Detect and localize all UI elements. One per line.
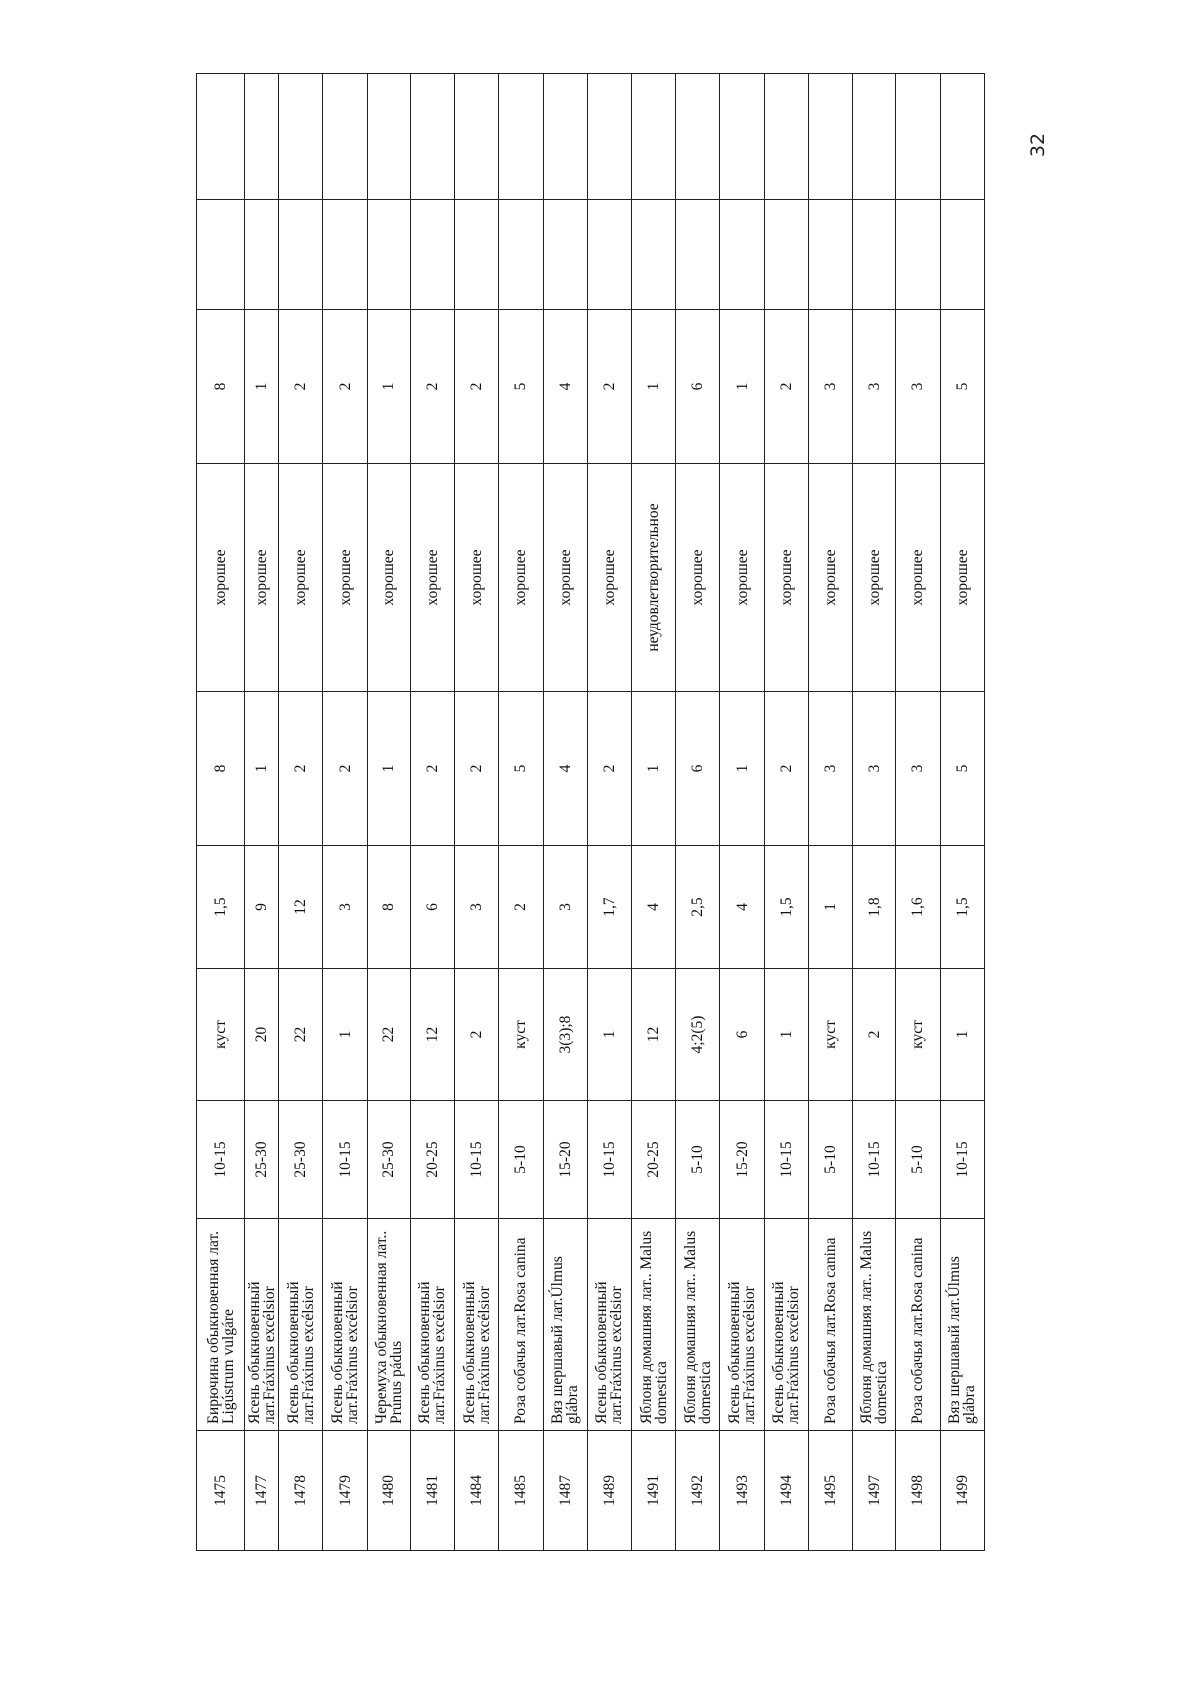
cell-quantity-repeat: 2: [279, 310, 323, 464]
cell-diameter: 4;2(5): [676, 969, 720, 1101]
cell-height: 4: [631, 846, 675, 969]
cell-empty: [676, 200, 720, 310]
cell-quantity-repeat: 2: [587, 310, 631, 464]
cell-id: 1475: [197, 1431, 245, 1551]
cell-empty: [764, 74, 808, 200]
cell-quantity-repeat: 4: [543, 310, 587, 464]
cell-quantity: 6: [676, 692, 720, 846]
cell-condition: хорошее: [410, 464, 454, 692]
cell-diameter: 2: [853, 969, 896, 1101]
cell-condition: хорошее: [676, 464, 720, 692]
cell-id: 1492: [676, 1431, 720, 1551]
cell-species-name: Роза собачья лат.Rosa canina: [896, 1219, 940, 1431]
cell-quantity-repeat: 1: [631, 310, 675, 464]
table-row: [587, 74, 631, 1551]
cell-quantity-repeat: 2: [455, 310, 499, 464]
cell-diameter: 3(3);8: [543, 969, 587, 1101]
cell-id: 1484: [455, 1431, 499, 1551]
cell-quantity: 5: [940, 692, 984, 846]
cell-diameter: 1: [764, 969, 808, 1101]
cell-id: 1494: [764, 1431, 808, 1551]
cell-quantity-repeat: 2: [323, 310, 367, 464]
cell-age: 15-20: [543, 1101, 587, 1219]
cell-species-name: Ясень обыкновенный лат.Fráxinus excélsior: [587, 1219, 631, 1431]
cell-condition: хорошее: [853, 464, 896, 692]
cell-species-name: Ясень обыкновенный лат.Fráxinus excélsior: [279, 1219, 323, 1431]
cell-height: 1,8: [853, 846, 896, 969]
cell-age: 10-15: [587, 1101, 631, 1219]
cell-condition: хорошее: [455, 464, 499, 692]
table-row: [279, 74, 323, 1551]
cell-condition: хорошее: [587, 464, 631, 692]
cell-id: 1480: [367, 1431, 410, 1551]
cell-condition: неудовлетворительное: [631, 464, 675, 692]
cell-quantity-repeat: 1: [367, 310, 410, 464]
cell-species-name: Ясень обыкновенный лат.Fráxinus excélsior: [323, 1219, 367, 1431]
cell-age: 10-15: [764, 1101, 808, 1219]
cell-species-name: Ясень обыкновенный лат.Fráxinus excélsior: [720, 1219, 764, 1431]
cell-condition: хорошее: [245, 464, 279, 692]
cell-quantity-repeat: 1: [720, 310, 764, 464]
cell-diameter: куст: [808, 969, 852, 1101]
cell-empty: [631, 200, 675, 310]
cell-empty: [197, 200, 245, 310]
table-row: [720, 74, 764, 1551]
table-row: [499, 74, 543, 1551]
cell-empty: [279, 200, 323, 310]
cell-diameter: 22: [279, 969, 323, 1101]
cell-quantity: 8: [197, 692, 245, 846]
table-row: [367, 74, 410, 1551]
cell-quantity: 2: [455, 692, 499, 846]
cell-height: 9: [245, 846, 279, 969]
table-body: [197, 74, 985, 1551]
cell-id: 1493: [720, 1431, 764, 1551]
cell-quantity: 1: [245, 692, 279, 846]
cell-quantity: 5: [499, 692, 543, 846]
table-row: [323, 74, 367, 1551]
cell-species-name: Яблоня домашняя лат.. Malus domestica: [676, 1219, 720, 1431]
cell-quantity-repeat: 6: [676, 310, 720, 464]
cell-empty: [808, 74, 852, 200]
cell-quantity: 2: [279, 692, 323, 846]
cell-age: 5-10: [499, 1101, 543, 1219]
cell-age: 5-10: [808, 1101, 852, 1219]
table-row: [896, 74, 940, 1551]
cell-id: 1487: [543, 1431, 587, 1551]
cell-quantity: 3: [808, 692, 852, 846]
tree-inventory-table: [196, 73, 985, 1551]
cell-id: 1497: [853, 1431, 896, 1551]
cell-species-name: Ясень обыкновенный лат.Fráxinus excélsior: [410, 1219, 454, 1431]
cell-empty: [245, 200, 279, 310]
cell-empty: [245, 74, 279, 200]
cell-diameter: 6: [720, 969, 764, 1101]
cell-height: 1,5: [197, 846, 245, 969]
cell-condition: хорошее: [720, 464, 764, 692]
cell-quantity-repeat: 3: [896, 310, 940, 464]
cell-quantity-repeat: 1: [245, 310, 279, 464]
table-row: [543, 74, 587, 1551]
cell-quantity: 2: [323, 692, 367, 846]
cell-height: 2: [499, 846, 543, 969]
table-row: [808, 74, 852, 1551]
cell-diameter: 20: [245, 969, 279, 1101]
cell-condition: хорошее: [764, 464, 808, 692]
cell-empty: [587, 74, 631, 200]
cell-age: 20-25: [631, 1101, 675, 1219]
cell-quantity: 2: [587, 692, 631, 846]
cell-height: 3: [323, 846, 367, 969]
table-row: [197, 74, 245, 1551]
cell-height: 1: [808, 846, 852, 969]
cell-diameter: 2: [455, 969, 499, 1101]
cell-id: 1479: [323, 1431, 367, 1551]
cell-empty: [543, 200, 587, 310]
cell-empty: [940, 74, 984, 200]
cell-age: 5-10: [676, 1101, 720, 1219]
cell-id: 1495: [808, 1431, 852, 1551]
cell-height: 2,5: [676, 846, 720, 969]
cell-id: 1477: [245, 1431, 279, 1551]
cell-diameter: куст: [896, 969, 940, 1101]
cell-diameter: 12: [631, 969, 675, 1101]
cell-empty: [808, 200, 852, 310]
table-row: [455, 74, 499, 1551]
cell-diameter: 22: [367, 969, 410, 1101]
cell-height: 1,7: [587, 846, 631, 969]
cell-height: 3: [543, 846, 587, 969]
cell-species-name: Ясень обыкновенный лат.Fráxinus excélsior: [245, 1219, 279, 1431]
cell-empty: [455, 200, 499, 310]
cell-condition: хорошее: [323, 464, 367, 692]
cell-id: 1489: [587, 1431, 631, 1551]
cell-quantity-repeat: 3: [808, 310, 852, 464]
cell-empty: [197, 74, 245, 200]
cell-age: 10-15: [323, 1101, 367, 1219]
cell-species-name: Яблоня домашняя лат.. Malus domestica: [853, 1219, 896, 1431]
cell-empty: [279, 74, 323, 200]
cell-quantity-repeat: 2: [764, 310, 808, 464]
cell-species-name: Бирючина обыкновенная лат. Ligústrum vulgáre: [197, 1219, 245, 1431]
cell-empty: [410, 200, 454, 310]
cell-empty: [720, 200, 764, 310]
cell-id: 1485: [499, 1431, 543, 1551]
cell-empty: [676, 74, 720, 200]
table-row: [853, 74, 896, 1551]
cell-condition: хорошее: [543, 464, 587, 692]
cell-age: 15-20: [720, 1101, 764, 1219]
cell-species-name: Роза собачья лат.Rosa canina: [808, 1219, 852, 1431]
table-row: [631, 74, 675, 1551]
cell-species-name: Вяз шершавый лат.Úlmus glábra: [940, 1219, 984, 1431]
cell-id: 1481: [410, 1431, 454, 1551]
cell-condition: хорошее: [197, 464, 245, 692]
cell-id: 1499: [940, 1431, 984, 1551]
cell-empty: [410, 74, 454, 200]
cell-quantity: 1: [631, 692, 675, 846]
cell-empty: [853, 200, 896, 310]
cell-quantity: 1: [367, 692, 410, 846]
cell-age: 10-15: [455, 1101, 499, 1219]
table-row: [245, 74, 279, 1551]
cell-species-name: Вяз шершавый лат.Úlmus glábra: [543, 1219, 587, 1431]
table-row: [940, 74, 984, 1551]
cell-id: 1491: [631, 1431, 675, 1551]
cell-quantity: 1: [720, 692, 764, 846]
cell-age: 10-15: [853, 1101, 896, 1219]
cell-empty: [323, 200, 367, 310]
cell-empty: [543, 74, 587, 200]
cell-age: 10-15: [940, 1101, 984, 1219]
cell-height: 12: [279, 846, 323, 969]
cell-species-name: Ясень обыкновенный лат.Fráxinus excélsior: [764, 1219, 808, 1431]
cell-empty: [720, 74, 764, 200]
cell-height: 1,5: [764, 846, 808, 969]
cell-quantity-repeat: 2: [410, 310, 454, 464]
cell-empty: [323, 74, 367, 200]
cell-species-name: Яблоня домашняя лат.. Malus domestica: [631, 1219, 675, 1431]
cell-empty: [367, 200, 410, 310]
cell-quantity-repeat: 5: [499, 310, 543, 464]
cell-age: 25-30: [367, 1101, 410, 1219]
cell-quantity: 2: [764, 692, 808, 846]
cell-empty: [853, 74, 896, 200]
cell-quantity-repeat: 3: [853, 310, 896, 464]
cell-empty: [455, 74, 499, 200]
cell-empty: [896, 200, 940, 310]
cell-diameter: 1: [940, 969, 984, 1101]
cell-empty: [896, 74, 940, 200]
cell-height: 8: [367, 846, 410, 969]
cell-diameter: куст: [499, 969, 543, 1101]
cell-quantity: 3: [853, 692, 896, 846]
cell-empty: [764, 200, 808, 310]
cell-species-name: Ясень обыкновенный лат.Fráxinus excélsior: [455, 1219, 499, 1431]
page-number: 32: [1027, 132, 1050, 158]
cell-id: 1498: [896, 1431, 940, 1551]
cell-condition: хорошее: [808, 464, 852, 692]
cell-id: 1478: [279, 1431, 323, 1551]
cell-condition: хорошее: [896, 464, 940, 692]
cell-age: 25-30: [245, 1101, 279, 1219]
cell-height: 1,6: [896, 846, 940, 969]
cell-condition: хорошее: [499, 464, 543, 692]
cell-height: 3: [455, 846, 499, 969]
cell-species-name: Роза собачья лат.Rosa canina: [499, 1219, 543, 1431]
cell-diameter: 1: [323, 969, 367, 1101]
cell-diameter: 12: [410, 969, 454, 1101]
table-row: [764, 74, 808, 1551]
cell-diameter: 1: [587, 969, 631, 1101]
cell-species-name: Черемуха обыкновенная лат.. Prúnus pádus: [367, 1219, 410, 1431]
cell-quantity: 3: [896, 692, 940, 846]
cell-age: 10-15: [197, 1101, 245, 1219]
cell-height: 1,5: [940, 846, 984, 969]
cell-condition: хорошее: [279, 464, 323, 692]
cell-quantity: 4: [543, 692, 587, 846]
cell-empty: [499, 200, 543, 310]
cell-quantity-repeat: 8: [197, 310, 245, 464]
cell-empty: [499, 74, 543, 200]
cell-height: 4: [720, 846, 764, 969]
cell-empty: [587, 200, 631, 310]
cell-empty: [367, 74, 410, 200]
cell-diameter: куст: [197, 969, 245, 1101]
cell-condition: хорошее: [940, 464, 984, 692]
cell-height: 6: [410, 846, 454, 969]
table-row: [410, 74, 454, 1551]
table-row: [676, 74, 720, 1551]
cell-age: 20-25: [410, 1101, 454, 1219]
cell-condition: хорошее: [367, 464, 410, 692]
cell-empty: [940, 200, 984, 310]
cell-quantity-repeat: 5: [940, 310, 984, 464]
cell-empty: [631, 74, 675, 200]
cell-quantity: 2: [410, 692, 454, 846]
rotated-table-container: [196, 74, 985, 1551]
cell-age: 5-10: [896, 1101, 940, 1219]
cell-age: 25-30: [279, 1101, 323, 1219]
